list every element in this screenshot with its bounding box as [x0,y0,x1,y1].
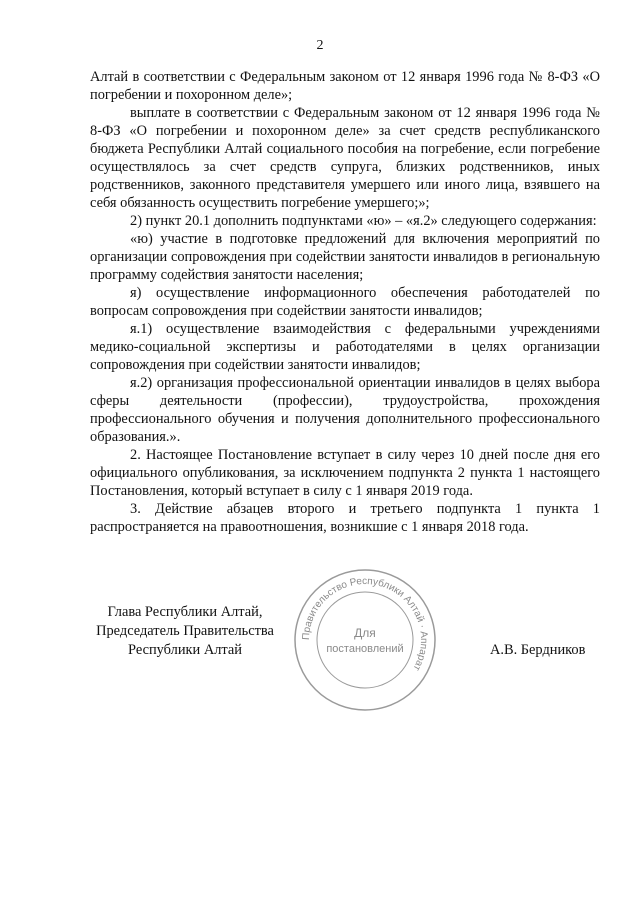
signature-title-line: Председатель Правительства [96,623,274,639]
paragraph: я) осуществление информационного обеспечения работодателей по вопросам сопровождения при содействии занятости инвалидов; [90,285,600,319]
paragraph: Алтай в соответствии с Федеральным законом от 12 января 1996 года № 8-ФЗ «О погребении и похоронном деле»; [90,69,600,103]
document-body [90,68,600,536]
stamp-center-line1: Для [354,626,376,640]
signatory-name: А.В. Бердников [490,642,586,658]
signature-title-line: Глава Республики Алтай, [107,604,263,620]
signature-title-line: Республики Алтай [128,642,242,658]
paragraph: 2. Настоящее Постановление вступает в силу через 10 дней после дня его официального опубликования, за исключением подпункта 2 пункта 1 настоящего Постановления, который вступает в силу с 1 января 2019 года. [90,447,600,499]
paragraph: выплате в соответствии с Федеральным законом от 12 января 1996 года № 8-ФЗ «О погребении и похоронном деле» за счет средств республиканского бюджета Республики Алтай социального пособия на погребение, если погребение осуществлялось за счет средств супруга, близких родственников, иных родственников, законного представителя умершего или иного лица, взявшего на себя обязанность осуществить погребение умершего;»; [90,105,600,211]
page-number: 2 [316,38,324,53]
paragraph: 3. Действие абзацев второго и третьего подпункта 1 пункта 1 распространяется на правоотношения, возникшие с 1 января 2018 года. [90,501,600,535]
stamp-center-line2: постановлений [326,643,404,655]
stamp-ring-text: Правительство Республики Алтай · Аппарат [300,575,430,673]
paragraph: 2) пункт 20.1 дополнить подпунктами «ю» – «я.2» следующего содержания: [130,213,597,229]
paragraph: «ю) участие в подготовке предложений для включения мероприятий по организации сопровождения при содействии занятости инвалидов в региональную программу содействия занятости населения; [90,231,600,283]
paragraph: я.2) организация профессиональной ориентации инвалидов в целях выбора сферы деятельности (профессии), трудоустройства, прохождения профессионального обучения и получения дополнительного профессионального образования.». [90,375,600,445]
paragraph: я.1) осуществление взаимодействия с федеральными учреждениями медико-социальной экспертизы и работодателями в целях организации сопровождения при содействии занятости инвалидов; [90,321,600,373]
official-stamp [290,565,440,715]
signature-title [90,603,280,660]
